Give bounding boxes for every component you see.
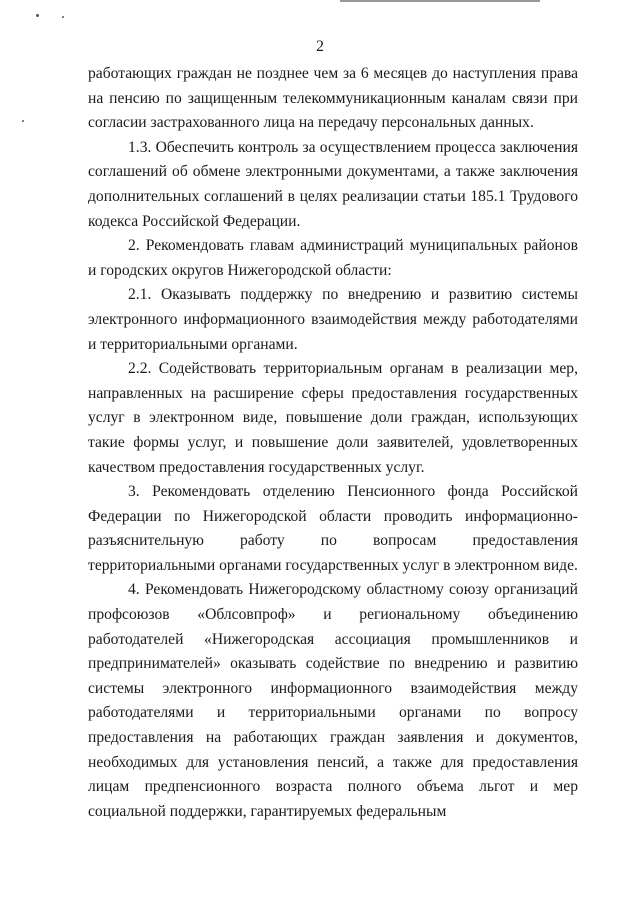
paragraph-3: 3. Рекомендовать отделению Пенсионного фонда Российской Федерации по Нижегородской области проводить информационно-разъяснительную работу по вопросам предоставления территориальными органами государственных услуг в электронном виде.: [88, 483, 578, 574]
paragraph-2: 2. Рекомендовать главам администраций муниципальных районов и городских округов Нижегородской области:: [88, 237, 578, 279]
scan-speck: [36, 14, 39, 17]
scan-artifact-line: [340, 0, 540, 2]
paragraph-1-3: 1.3. Обеспечить контроль за осуществлением процесса заключения соглашений об обмене электронными документами, а также заключения дополнительных соглашений в целях реализации статьи 185.1 Трудового кодекса Российской Федерации.: [88, 138, 578, 230]
scan-speck: [22, 120, 24, 122]
scan-speck: [62, 16, 64, 18]
page-number: 2: [316, 38, 324, 55]
paragraph-2-2: 2.2. Содействовать территориальным органам в реализации мер, направленных на расширение сферы предоставления государственных услуг в электронном виде, повышение доли граждан, использующих такие формы услуг, и повышение доли заявителей, удовлетворенных качеством предоставления государственных услуг.: [88, 360, 578, 476]
document-body: [88, 62, 578, 824]
paragraph-continuation: работающих граждан не позднее чем за 6 месяцев до наступления права на пенсию по защищенным телекоммуникационным каналам связи при согласии застрахованного лица на передачу персональных данных.: [88, 65, 578, 132]
paragraph-4: 4. Рекомендовать Нижегородскому областному союзу организаций профсоюзов «Облсовпроф» и региональному объединению работодателей «Нижегородская ассоциация промышленников и предпринимателей» оказывать содействие по внедрению и развитию системы электронного информационного взаимодействия между работодателями и территориальными органами по вопросу предоставления на работающих граждан заявления и документов, необходимых для установления пенсий, а также для предоставления лицам предпенсионного возраста полного объема льгот и мер социальной поддержки, гарантируемых федеральным: [88, 581, 578, 820]
paragraph-2-1: 2.1. Оказывать поддержку по внедрению и развитию системы электронного информационного взаимодействия между работодателями и территориальными органами.: [88, 286, 578, 353]
